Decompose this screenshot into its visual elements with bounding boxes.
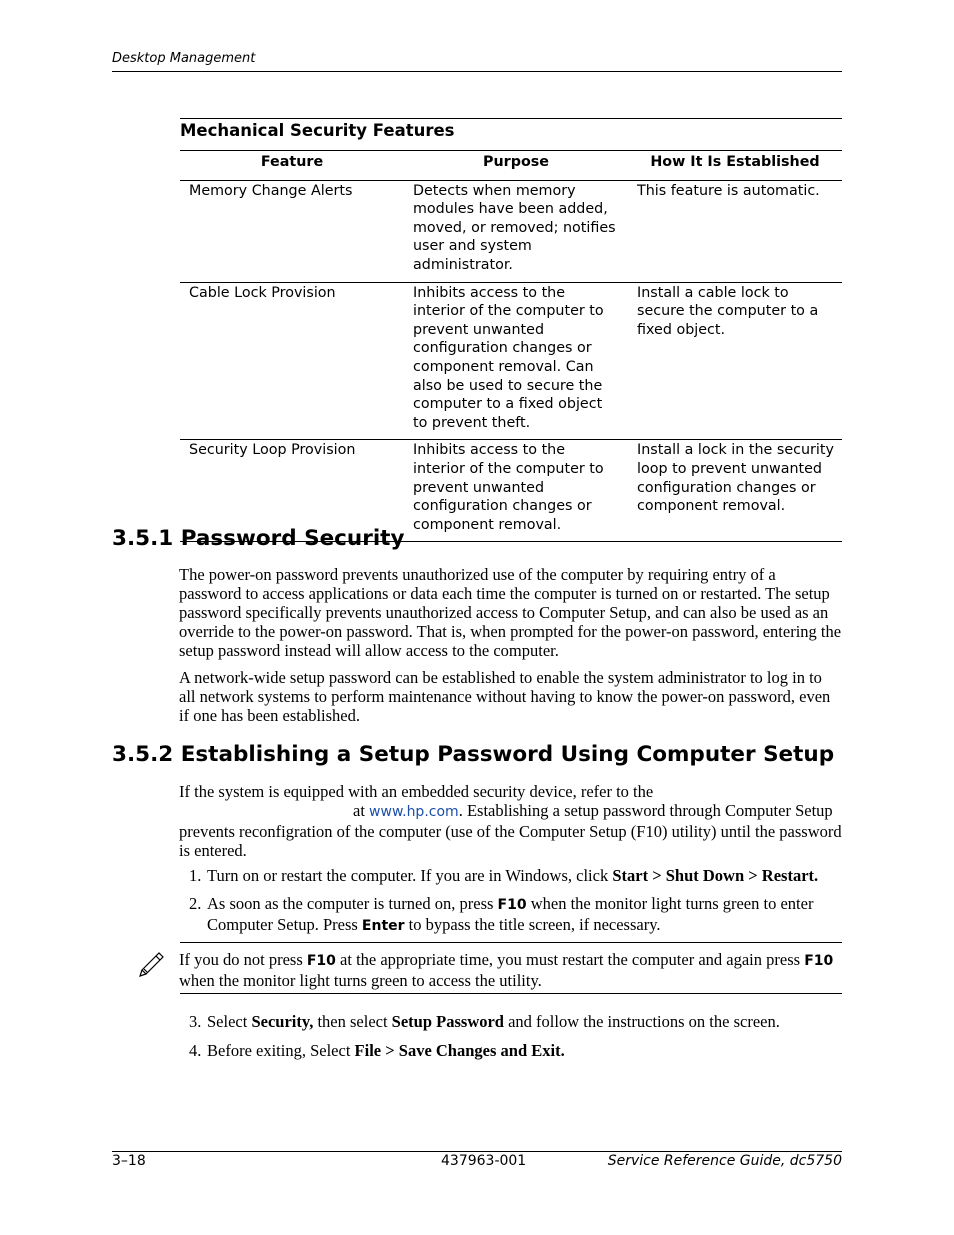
step-3-text-a: Select — [207, 1012, 252, 1031]
paragraph-network-password: A network-wide setup password can be established to enable the system administrator to log in to all network systems to perform maintenance without having to know the power-on password, even if one has been established. — [179, 668, 831, 725]
section-heading-3-5-1: 3.5.1 Password Security — [112, 526, 405, 551]
step-3 — [179, 1012, 842, 1031]
note-bottom-rule — [180, 993, 842, 994]
intro-paragraph — [179, 801, 842, 860]
step-3-number: 3. — [189, 1012, 202, 1031]
note-text-c: when the monitor light turns green to access the utility. — [179, 971, 542, 990]
intro-rest-text: . Establishing a setup password through Computer Setup prevents reconfigration of the computer (use of the Computer Setup (F10) utility) until the password is entered. — [179, 801, 842, 860]
page-number: 3–18 — [112, 1153, 146, 1169]
table-header-row — [180, 151, 842, 181]
cell-feature: Cable Lock Provision — [180, 282, 404, 440]
paragraph-power-on-password: The power-on password prevents unauthorized use of the computer by requiring entry of a password to access applications or data each time the computer is turned on or restarted. The setup password specifically prevents unauthorized access to Computer Setup, and can also be used as an override to the power-on password. That is, when prompted for the power-on password, entering the setup password instead will allow access to the computer. — [179, 565, 842, 660]
step-4-text: Before exiting, Select — [207, 1041, 355, 1060]
key-f10: F10 — [497, 897, 527, 913]
guide-title: Service Reference Guide, dc5750 — [607, 1153, 842, 1169]
column-header-purpose: Purpose — [404, 151, 628, 181]
pencil-note-icon — [138, 948, 168, 978]
step-1-text: Turn on or restart the computer. If you are in Windows, click — [207, 866, 613, 885]
step-1-bold: Start > Shut Down > Restart. — [612, 866, 819, 885]
step-3-bold-security: Security, — [251, 1012, 314, 1031]
note-text-b: at the appropriate time, you must restart the computer and again press — [335, 950, 805, 969]
steps-list-1 — [179, 866, 842, 936]
cell-feature: Memory Change Alerts — [180, 180, 404, 282]
step-1 — [179, 866, 842, 885]
steps-list-2 — [179, 1012, 842, 1060]
step-2-text-c: to bypass the title screen, if necessary. — [404, 915, 661, 934]
note-text-a: If you do not press — [179, 950, 307, 969]
note-key-f10: F10 — [306, 953, 336, 969]
step-3-bold-setup-password: Setup Password — [391, 1012, 504, 1031]
cell-purpose: Inhibits access to the interior of the computer to prevent unwanted configuration changes or component removal. Can also be used to secure the computer to a fixed object to prevent theft. — [404, 282, 628, 440]
step-4-number: 4. — [189, 1041, 202, 1060]
cell-purpose: Inhibits access to the interior of the computer to prevent unwanted configuration changes or component removal. — [404, 440, 628, 542]
table-row — [180, 180, 842, 282]
step-2-text-a: As soon as the computer is turned on, press — [207, 894, 498, 913]
column-header-feature: Feature — [180, 151, 404, 181]
step-2 — [179, 894, 842, 936]
step-2-number: 2. — [189, 894, 202, 913]
mechanical-security-table — [180, 150, 842, 542]
step-4-bold: File > Save Changes and Exit. — [354, 1041, 565, 1060]
intro-at-text: at — [353, 801, 370, 820]
cell-established: Install a cable lock to secure the computer to a fixed object. — [628, 282, 842, 440]
cell-feature: Security Loop Provision — [180, 440, 404, 542]
cell-established: This feature is automatic. — [628, 180, 842, 282]
note-text — [179, 950, 842, 990]
step-2-text-b: when the monitor light turns green to enter Computer Setup. Press — [207, 894, 814, 934]
table-top-rule — [180, 118, 842, 119]
hp-website-link[interactable]: www.hp.com — [369, 804, 459, 820]
step-3-text-c: and follow the instructions on the screen. — [503, 1012, 780, 1031]
step-3-text-b: then select — [313, 1012, 392, 1031]
note-key-f10-second: F10 — [804, 953, 834, 969]
step-4 — [179, 1041, 842, 1060]
footer-rule — [112, 1151, 842, 1152]
table-caption: Mechanical Security Features — [180, 121, 455, 140]
note-top-rule — [180, 942, 842, 943]
part-number: 437963-001 — [441, 1153, 527, 1169]
section-heading-3-5-2: 3.5.2 Establishing a Setup Password Using Computer Setup — [112, 742, 835, 767]
table-row — [180, 282, 842, 440]
column-header-established: How It Is Established — [628, 151, 842, 181]
key-enter: Enter — [361, 918, 405, 934]
cell-purpose: Detects when memory modules have been added, moved, or removed; notifies user and system administrator. — [404, 180, 628, 282]
cell-established: Install a lock in the security loop to prevent unwanted configuration changes or component removal. — [628, 440, 842, 542]
intro-line-1: If the system is equipped with an embedded security device, refer to the — [179, 782, 654, 801]
running-header: Desktop Management — [112, 51, 256, 66]
step-1-number: 1. — [189, 866, 202, 885]
header-rule — [112, 71, 842, 72]
